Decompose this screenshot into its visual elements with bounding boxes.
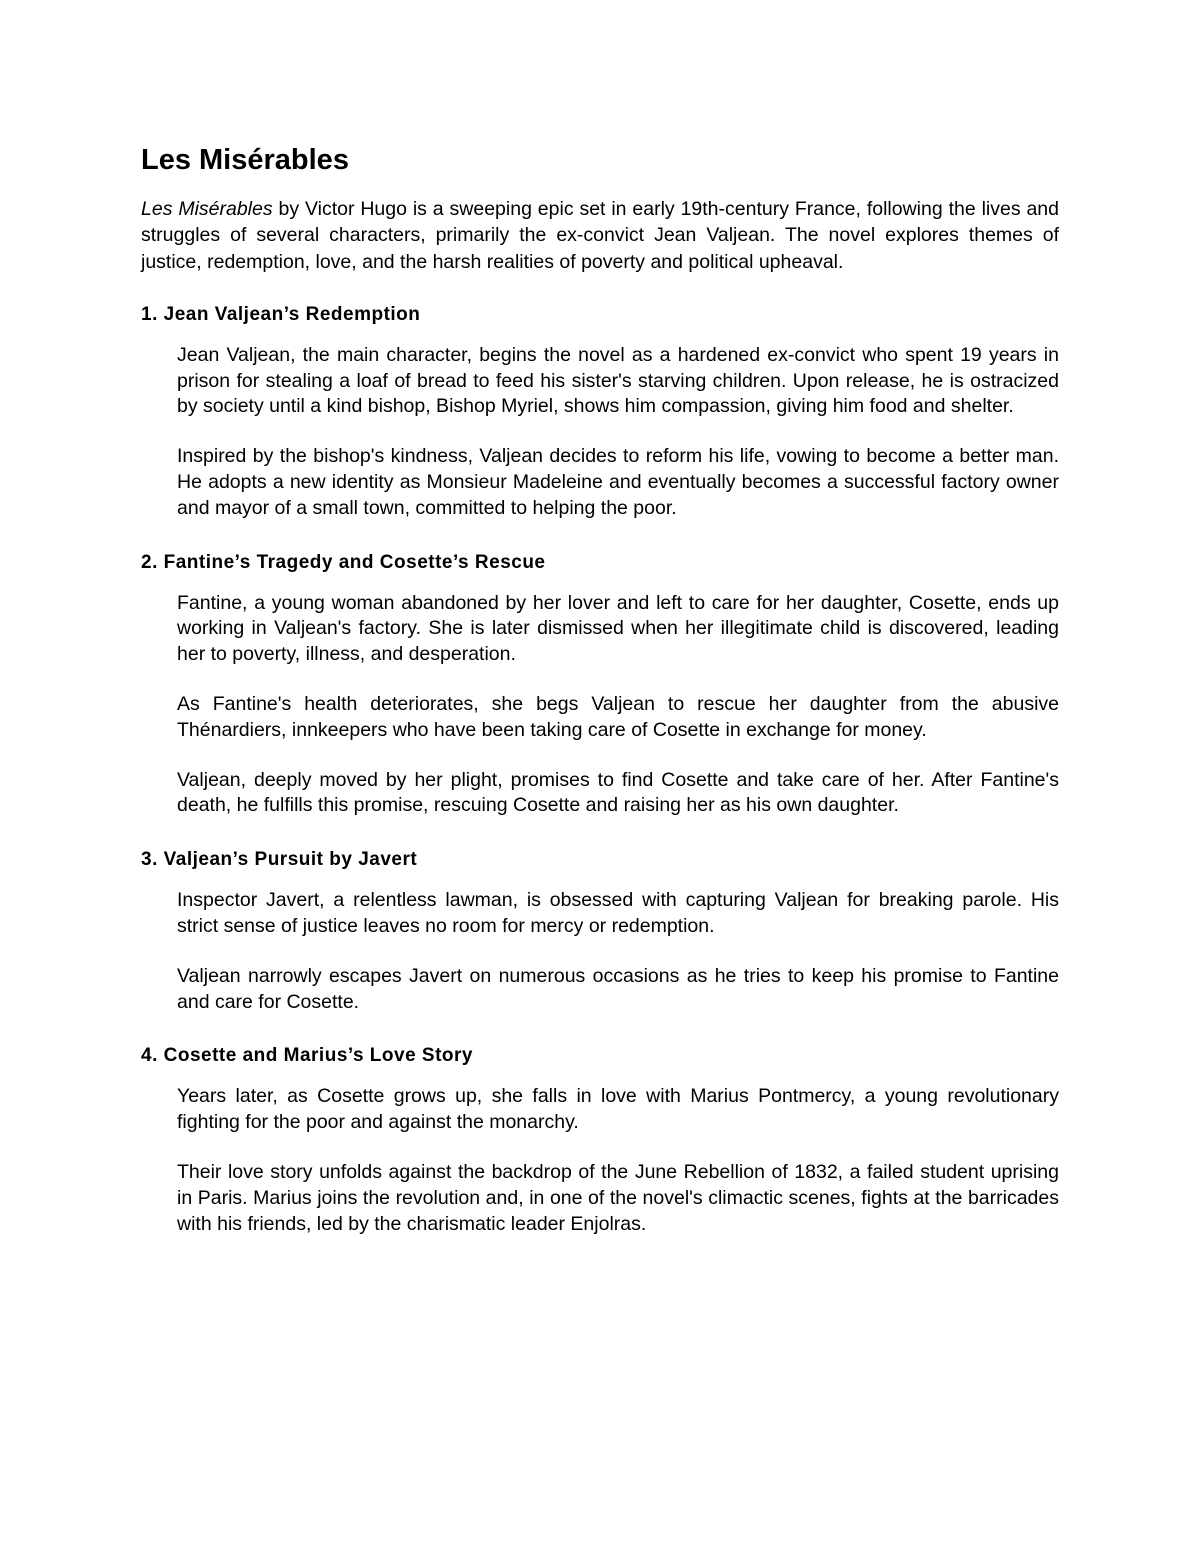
intro-italic-title: Les Misérables [141, 198, 273, 220]
section-paragraph: Fantine, a young woman abandoned by her lover and left to care for her daughter, Cosette, ends up working in Valjean's factory. She is later dismissed when her illegitimate child is discovered, leading her to poverty, illness, and desperation. [177, 591, 1059, 666]
section-heading: 4. Cosette and Marius’s Love Story [141, 1045, 473, 1067]
intro-text: by Victor Hugo is a sweeping epic set in early 19th-century France, following the lives and struggles of several characters, primarily the ex-convict Jean Valjean. The novel explores themes of justice, redemption, love, and the harsh realities of poverty and political upheaval. [141, 198, 1059, 273]
section-1 [141, 302, 1059, 522]
document-page [141, 140, 1059, 1237]
section-paragraph: Years later, as Cosette grows up, she falls in love with Marius Pontmercy, a young revolutionary fighting for the poor and against the monarchy. [177, 1085, 1059, 1134]
section-heading: 3. Valjean’s Pursuit by Javert [141, 849, 418, 871]
section-paragraph: Valjean narrowly escapes Javert on numerous occasions as he tries to keep his promise to Fantine and care for Cosette. [177, 964, 1059, 1013]
section-paragraph: As Fantine's health deteriorates, she begs Valjean to rescue her daughter from the abusive Thénardiers, innkeepers who have been taking care of Cosette in exchange for money. [177, 693, 1059, 741]
section-4 [141, 1043, 1059, 1237]
section-heading: 1. Jean Valjean’s Redemption [141, 303, 421, 325]
section-paragraph: Their love story unfolds against the backdrop of the June Rebellion of 1832, a failed student uprising in Paris. Marius joins the revolution and, in one of the novel's climactic scenes, fights at the barricades with his friends, led by the charismatic leader Enjolras. [177, 1161, 1059, 1235]
section-3 [141, 847, 1059, 1015]
section-heading: 2. Fantine’s Tragedy and Cosette’s Rescue [141, 551, 546, 573]
section-paragraph: Inspector Javert, a relentless lawman, is obsessed with capturing Valjean for breaking parole. His strict sense of justice leaves no room for mercy or redemption. [177, 889, 1059, 938]
section-2 [141, 550, 1059, 820]
section-paragraph: Jean Valjean, the main character, begins the novel as a hardened ex-convict who spent 19 years in prison for stealing a loaf of bread to feed his sister's starving children. Upon release, he is ostracized by society until a kind bishop, Bishop Myriel, shows him compassion, giving him food and shelter. [177, 343, 1059, 418]
section-paragraph: Inspired by the bishop's kindness, Valjean decides to reform his life, vowing to become a better man. He adopts a new identity as Monsieur Madeleine and eventually becomes a successful factory owner and mayor of a small town, committed to helping the poor. [177, 445, 1059, 519]
document-title: Les Misérables [141, 144, 349, 176]
intro-paragraph [141, 196, 1059, 275]
section-paragraph: Valjean, deeply moved by her plight, promises to find Cosette and take care of her. After Fantine's death, he fulfills this promise, rescuing Cosette and raising her as his own daughter. [177, 768, 1059, 817]
